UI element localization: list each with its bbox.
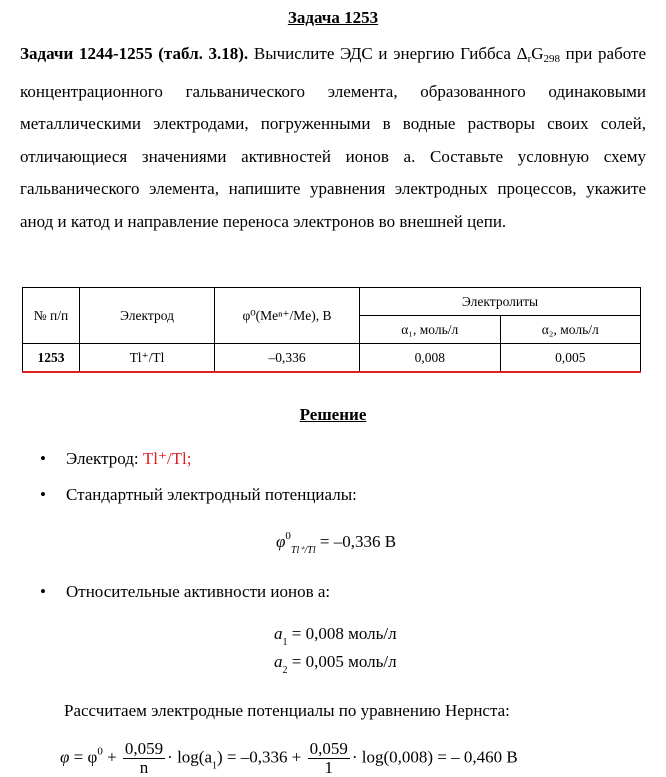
bullet-dot-icon: • <box>40 485 46 504</box>
frac2-num: 0,059 <box>309 739 348 758</box>
a1-sub: 1 <box>282 637 288 648</box>
frac1-den: n <box>139 758 149 777</box>
header-potential: φ⁰(Meⁿ⁺/Me), В <box>215 288 360 344</box>
bullet-electrode <box>40 449 191 469</box>
header-a1: α₁, моль/л <box>360 316 501 344</box>
cell-potential: –0,336 <box>215 344 360 372</box>
problem-statement <box>20 38 646 238</box>
phi-sub: Tl⁺/Tl <box>290 545 316 556</box>
cell-a2: 0,005 <box>500 344 641 372</box>
nernst-fraction-2 <box>308 740 350 777</box>
problem-lead: Задачи 1244-1255 (табл. 3.18). <box>20 44 249 63</box>
frac1-num: 0,059 <box>124 739 164 758</box>
cell-a1: 0,008 <box>360 344 501 372</box>
formula-a2 <box>274 652 397 676</box>
data-table <box>22 287 641 372</box>
nernst-intro: Рассчитаем электродные потенциалы по уравнению Нернста: <box>64 701 510 720</box>
nernst-sup: 0 <box>97 745 103 758</box>
solution-heading: Решение <box>299 405 367 424</box>
a2-sub: 2 <box>282 665 288 676</box>
formula-a1 <box>274 624 397 648</box>
red-underline <box>22 371 641 373</box>
nernst-phi: φ <box>60 747 70 767</box>
cell-electrode: Tl⁺/Tl <box>80 344 215 372</box>
bullet-dot-icon: • <box>40 449 46 468</box>
sub-r: r <box>527 53 532 65</box>
nernst-eq: = φ <box>73 747 98 767</box>
a2-value: = 0,005 моль/л <box>291 652 397 671</box>
statement-text-b: при работе концентрационного гальванического элемента, образованного одинаковыми металлическими электродами, погруженными в водные растворы своих солей, отличающиеся значениями активностей ионов a. Составьте условную схему гальванического элемента, напишите уравнения электродных процессов, укажите анод и катод и направление переноса электронов во внешней цепи. <box>20 44 646 231</box>
bullet-dot-icon: • <box>40 582 46 601</box>
nernst-log-val: · log(0,008) = – 0,460 В <box>351 747 518 767</box>
header-a2: α₂, моль/л <box>500 316 641 344</box>
std-potential-text: Стандартный электродный потенциалы: <box>66 485 357 504</box>
a1-var: a <box>274 624 283 643</box>
formula-nernst <box>60 740 518 777</box>
frac2-den: 1 <box>324 758 333 777</box>
statement-text-a: Вычислите ЭДС и энергию Гиббса Δ <box>248 44 528 63</box>
nernst-fraction-1 <box>123 740 165 777</box>
phi-symbol: φ <box>276 532 286 551</box>
header-electrolytes: Электролиты <box>360 288 641 316</box>
formula-std-potential <box>276 530 396 556</box>
a2-var: a <box>274 652 283 671</box>
header-electrode: Электрод <box>80 288 215 344</box>
electrode-value: Tl⁺/Tl; <box>142 449 192 468</box>
nernst-mid: ) = –0,336 + <box>217 747 306 767</box>
cell-no: 1253 <box>23 344 80 372</box>
nernst-log-a: · log(a <box>167 747 212 767</box>
bullet-activities <box>40 582 330 602</box>
electrode-label: Электрод: <box>66 449 143 468</box>
problem-title: Задача 1253 <box>287 8 379 27</box>
nernst-sub1: 1 <box>212 760 217 772</box>
header-no: № п/п <box>23 288 80 344</box>
activities-text: Относительные активности ионов a: <box>66 582 331 601</box>
nernst-plus: + <box>107 747 121 767</box>
phi-sup: 0 <box>285 530 291 542</box>
a1-value: = 0,008 моль/л <box>291 624 397 643</box>
statement-g: G <box>531 44 544 63</box>
bullet-std-potential <box>40 485 357 505</box>
sub-298: 298 <box>543 53 561 65</box>
phi-value: = –0,336 В <box>319 532 397 551</box>
